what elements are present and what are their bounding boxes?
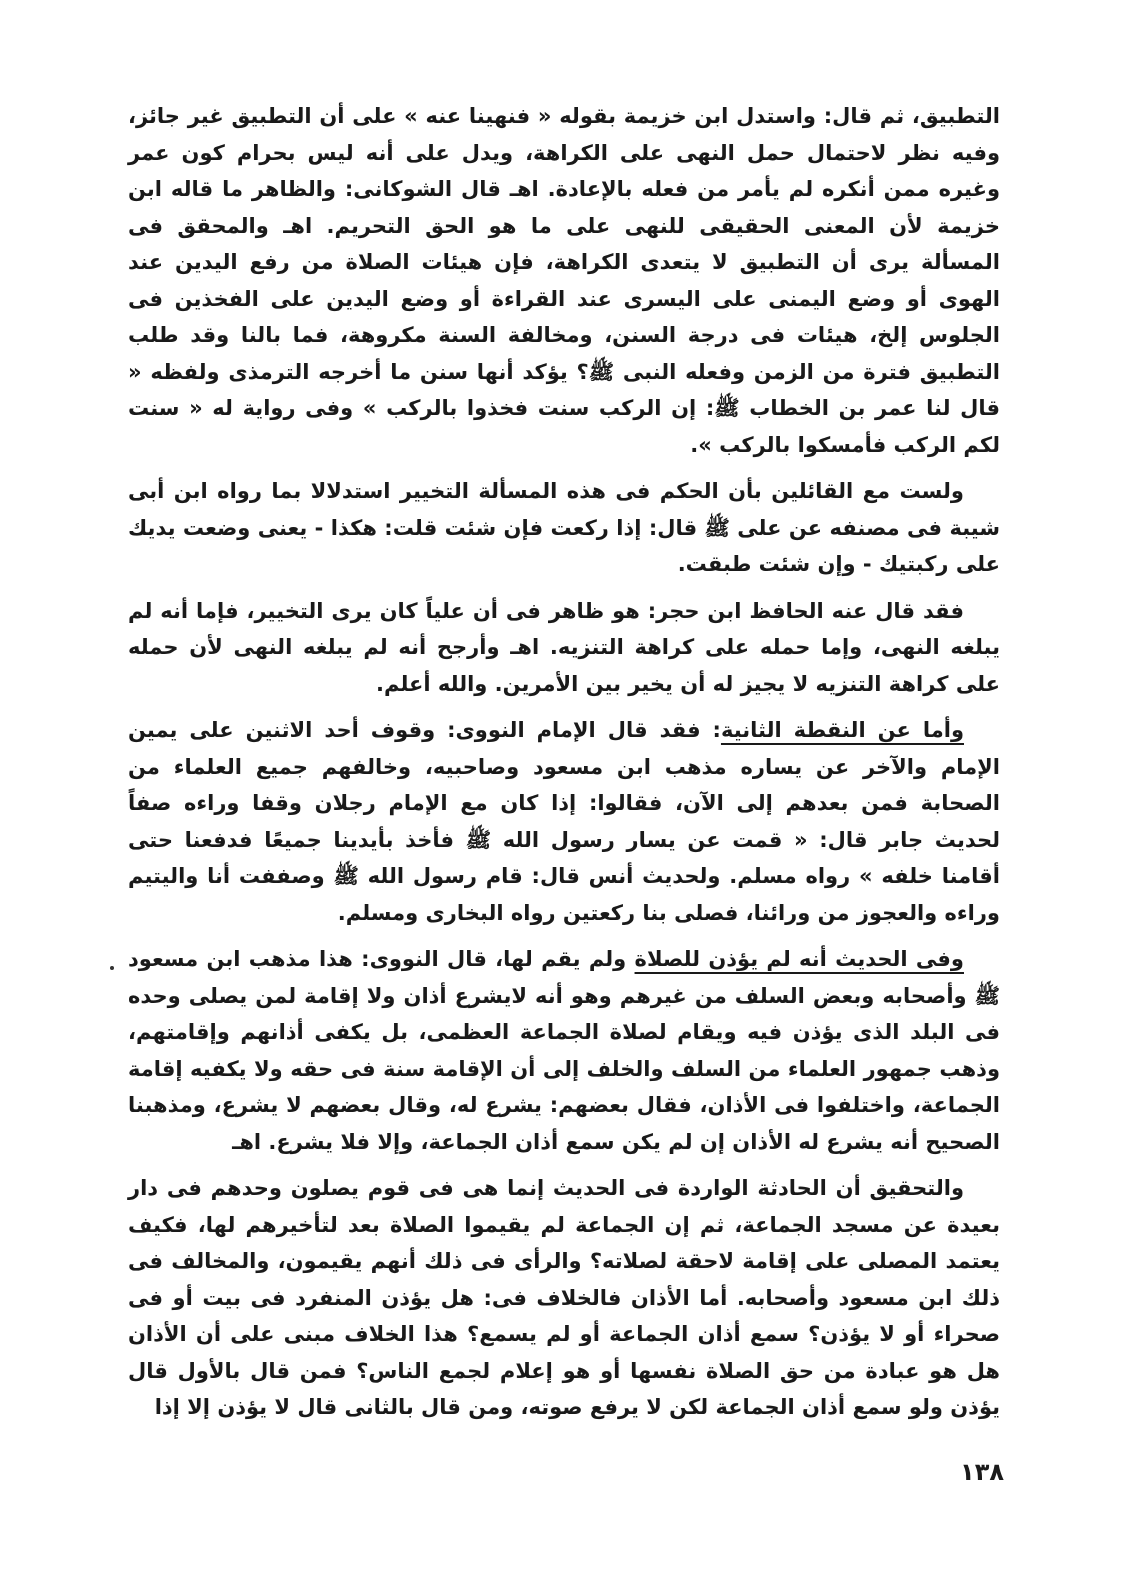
paragraph-3: [128, 593, 1000, 703]
page-body: [128, 98, 1000, 1426]
paragraph-4-heading-underlined: وأما عن النقطة الثانية: [720, 718, 964, 742]
paragraph-1: [128, 98, 1000, 463]
paragraph-5-text: ولم يقم لها، قال النووى: هذا مذهب ابن مسعود ﷺ وأصحابه وبعض السلف من غيرهم وهو أنه لايشرع أذان ولا إقامة لمن يصلى وحده فى البلد الذى يؤذن فيه ويقام لصلاة الجماعة العظمى، بل يكفى أذانهم وإقامتهم، وذهب جمهور العلماء من السلف والخلف إلى أن الإقامة سنة فى حقه ولا يكفيه إقامة الجماعة، واختلفوا فى الأذان، فقال بعضهم: يشرع له، وقال بعضهم لا يشرع، ومذهبنا الصحيح أنه يشرع له الأذان إن لم يكن سمع أذان الجماعة، وإلا فلا يشرع. اهـ: [128, 947, 1000, 1154]
page-number: ١٣٨: [960, 1458, 1004, 1486]
paragraph-2-text: ولست مع القائلين بأن الحكم فى هذه المسألة التخيير استدلالا بما رواه ابن أبى شيبة فى مصنفه عن على ﷺ قال: إذا ركعت فإن شئت قلت: هكذا - يعنى وضعت يديك على ركبتيك - وإن شئت طبقت.: [128, 479, 1000, 576]
paragraph-1-text: التطبيق، ثم قال: واستدل ابن خزيمة بقوله « فنهينا عنه » على أن التطبيق غير جائز، وفيه نظر لاحتمال حمل النهى على الكراهة، ويدل على أنه ليس بحرام كون عمر وغيره ممن أنكره لم يأمر من فعله بالإعادة. اهـ قال الشوكانى: والظاهر ما قاله ابن خزيمة لأن المعنى الحقيقى للنهى على ما هو الحق التحريم. اهـ والمحقق فى المسألة يرى أن التطبيق لا يتعدى الكراهة، فإن هيئات الصلاة من رفع اليدين عند الهوى أو وضع اليمنى على اليسرى عند القراءة أو وضع اليدين على الفخذين فى الجلوس إلخ، هيئات فى درجة السنن، ومخالفة السنة مكروهة، فما بالنا وقد طلب التطبيق فترة من الزمن وفعله النبى ﷺ؟ يؤكد أنها سنن ما أخرجه الترمذى ولفظه « قال لنا عمر بن الخطاب ﷺ: إن الركب سنت فخذوا بالركب » وفى رواية له « سنت لكم الركب فأمسكوا بالركب ».: [128, 104, 1000, 457]
paragraph-4: [128, 712, 1000, 931]
stray-dot-mark: [110, 966, 114, 970]
paragraph-2: [128, 473, 1000, 583]
paragraph-3-text: فقد قال عنه الحافظ ابن حجر: هو ظاهر فى أن علياً كان يرى التخيير، فإما أنه لم يبلغه النهى، وإما حمله على كراهة التنزيه. اهـ وأرجح أنه لم يبلغه النهى لأن حمله على كراهة التنزيه لا يجيز له أن يخير بين الأمرين. والله أعلم.: [128, 598, 1000, 696]
paragraph-6: [128, 1170, 1000, 1426]
paragraph-6-text: والتحقيق أن الحادثة الواردة فى الحديث إنما هى فى قوم يصلون وحدهم فى دار بعيدة عن مسجد الجماعة، ثم إن الجماعة لم يقيموا الصلاة بعد لتأخيرهم لها، فكيف يعتمد المصلى على إقامة لاحقة لصلاته؟ والرأى فى ذلك أنهم يقيمون، والمخالف فى ذلك ابن مسعود وأصحابه. أما الأذان فالخلاف فى: هل يؤذن المنفرد فى بيت أو فى صحراء أو لا يؤذن؟ سمع أذان الجماعة أو لم يسمع؟ هذا الخلاف مبنى على أن الأذان هل هو عبادة من حق الصلاة نفسها أو هو إعلام لجمع الناس؟ فمن قال بالأول قال يؤذن ولو سمع أذان الجماعة لكن لا يرفع صوته، ومن قال بالثانى قال لا يؤذن إلا إذا: [128, 1176, 1000, 1419]
paragraph-4-text: : فقد قال الإمام النووى: وقوف أحد الاثنين على يمين الإمام والآخر عن يساره مذهب ابن مسعود وصاحبيه، وخالفهم جميع العلماء من الصحابة فمن بعدهم إلى الآن، فقالوا: إذا كان مع الإمام رجلان وقفا وراءه صفاً لحديث جابر قال: « قمت عن يسار رسول الله ﷺ فأخذ بأيدينا جميعًا فدفعنا حتى أقامنا خلفه » رواه مسلم. ولحديث أنس قال: قام رسول الله ﷺ وصففت أنا واليتيم وراءه والعجوز من ورائنا، فصلى بنا ركعتين رواه البخارى ومسلم.: [128, 718, 1000, 925]
paragraph-5-heading-underlined: وفى الحديث أنه لم يؤذن للصلاة: [634, 947, 964, 971]
paragraph-5: [128, 941, 1000, 1160]
